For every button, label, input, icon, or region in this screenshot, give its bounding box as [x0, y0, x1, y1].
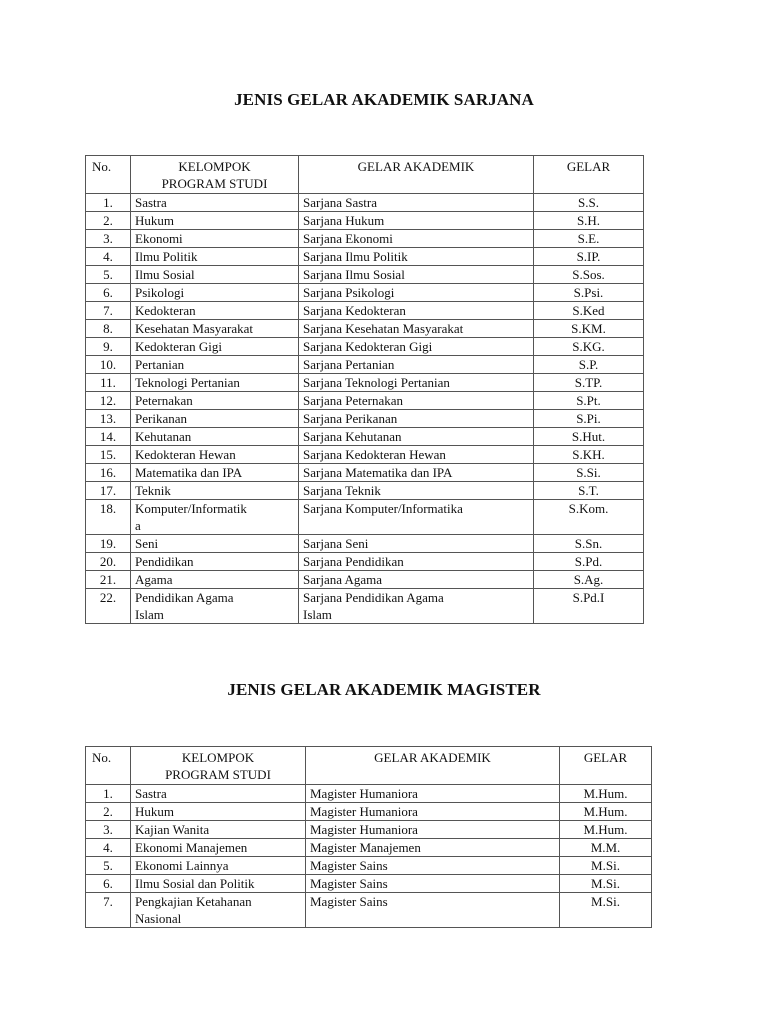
gelar-akademik-text: Magister Sains — [310, 858, 388, 873]
program-studi-text: Ilmu Politik — [135, 249, 198, 264]
gelar-abbreviation-text: S.P. — [578, 357, 599, 372]
program-studi-text: Hukum — [135, 804, 174, 819]
gelar-akademik — [306, 893, 560, 928]
gelar-akademik-text: Magister Humaniora — [310, 786, 418, 801]
row-number-text: 5. — [103, 858, 113, 873]
row-number-text: 19. — [99, 536, 117, 551]
row-number-text: 1. — [103, 786, 113, 801]
gelar-abbreviation — [560, 821, 652, 839]
gelar-abbreviation-text: S.Ked — [572, 303, 605, 318]
gelar-abbreviation — [560, 785, 652, 803]
gelar-akademik-text: Sarjana Kedokteran Hewan — [303, 447, 446, 462]
program-studi — [131, 839, 306, 857]
row-number — [86, 374, 131, 392]
program-studi — [131, 500, 299, 535]
program-studi-text: Sastra — [135, 786, 167, 801]
program-studi-text: Ekonomi — [135, 231, 183, 246]
gelar-akademik-text: Sarjana Seni — [303, 536, 369, 551]
row-number — [86, 535, 131, 553]
gelar-akademik — [299, 392, 534, 410]
row-number-text: 7. — [103, 894, 113, 909]
gelar-akademik — [299, 284, 534, 302]
gelar-akademik-text: Sarjana Ilmu Sosial — [303, 267, 405, 282]
row-number — [86, 428, 131, 446]
gelar-abbreviation-text: S.Pi. — [576, 411, 601, 426]
program-studi-text: Teknik — [135, 483, 171, 498]
row-number-text: 4. — [103, 249, 113, 264]
gelar-abbreviation-text: S.S. — [578, 195, 599, 210]
row-number-text: 2. — [103, 804, 113, 819]
table-row — [86, 857, 652, 875]
row-number — [86, 356, 131, 374]
program-studi-text: Pertanian — [135, 357, 185, 372]
gelar-abbreviation — [560, 839, 652, 857]
gelar-akademik-text: Sarjana Komputer/Informatika — [303, 501, 463, 516]
gelar-akademik — [299, 320, 534, 338]
magister-table-body — [86, 785, 652, 928]
table-row — [86, 338, 644, 356]
program-studi-text: Komputer/Informatik — [135, 501, 247, 516]
gelar-abbreviation-text: S.KG. — [572, 339, 605, 354]
program-studi-text: Kedokteran Gigi — [135, 339, 223, 354]
gelar-akademik — [299, 230, 534, 248]
row-number-text: 8. — [103, 321, 113, 336]
row-number-text: 21. — [99, 572, 117, 587]
header-kelompok — [131, 747, 306, 785]
gelar-akademik — [299, 356, 534, 374]
gelar-akademik — [299, 374, 534, 392]
gelar-akademik — [299, 338, 534, 356]
gelar-abbreviation-text: S.Ag. — [573, 572, 604, 587]
program-studi — [131, 875, 306, 893]
program-studi — [131, 857, 306, 875]
gelar-abbreviation-text: S.T. — [578, 483, 599, 498]
gelar-abbreviation — [534, 535, 644, 553]
header-gelar-akademik: GELAR AKADEMIK — [299, 156, 534, 194]
table-row — [86, 589, 644, 624]
row-number — [86, 338, 131, 356]
gelar-akademik-text-line2: Islam — [303, 607, 332, 622]
gelar-abbreviation — [534, 320, 644, 338]
row-number-text: 2. — [103, 213, 113, 228]
gelar-abbreviation-text: S.Kom. — [568, 501, 609, 516]
program-studi — [131, 482, 299, 500]
gelar-abbreviation — [534, 266, 644, 284]
row-number-text: 22. — [99, 590, 117, 605]
program-studi — [131, 893, 306, 928]
program-studi-text: Kehutanan — [135, 429, 192, 444]
gelar-abbreviation — [534, 248, 644, 266]
gelar-abbreviation-text: S.TP. — [574, 375, 603, 390]
table-row — [86, 821, 652, 839]
row-number-text: 18. — [99, 501, 117, 516]
sarjana-table-body — [86, 194, 644, 624]
gelar-akademik — [299, 302, 534, 320]
gelar-akademik-text: Sarjana Sastra — [303, 195, 378, 210]
gelar-akademik-text: Sarjana Kesehatan Masyarakat — [303, 321, 464, 336]
gelar-akademik — [299, 553, 534, 571]
table-row — [86, 212, 644, 230]
gelar-akademik-text: Sarjana Ilmu Politik — [303, 249, 408, 264]
row-number-text: 9. — [103, 339, 113, 354]
program-studi — [131, 212, 299, 230]
table-row — [86, 803, 652, 821]
table-row — [86, 266, 644, 284]
table-row — [86, 230, 644, 248]
gelar-abbreviation — [560, 857, 652, 875]
row-number-text: 12. — [99, 393, 117, 408]
row-number — [86, 803, 131, 821]
program-studi-text: Ilmu Sosial dan Politik — [135, 876, 255, 891]
row-number — [86, 266, 131, 284]
program-studi — [131, 446, 299, 464]
gelar-abbreviation — [534, 212, 644, 230]
row-number — [86, 248, 131, 266]
program-studi-text: Peternakan — [135, 393, 193, 408]
gelar-akademik — [306, 857, 560, 875]
program-studi-text: Pendidikan Agama — [135, 590, 234, 605]
row-number-text: 3. — [103, 231, 113, 246]
gelar-abbreviation-text: S.Psi. — [573, 285, 604, 300]
gelar-abbreviation — [560, 893, 652, 928]
row-number-text: 6. — [103, 876, 113, 891]
program-studi — [131, 374, 299, 392]
row-number-text: 16. — [99, 465, 117, 480]
gelar-abbreviation-text: S.Pd. — [574, 554, 603, 569]
gelar-akademik-text: Sarjana Kedokteran — [303, 303, 406, 318]
row-number — [86, 839, 131, 857]
sarjana-table — [85, 155, 644, 624]
row-number — [86, 553, 131, 571]
row-number-text: 17. — [99, 483, 117, 498]
gelar-abbreviation — [560, 803, 652, 821]
program-studi-text: Kedokteran — [135, 303, 196, 318]
program-studi — [131, 589, 299, 624]
header-gelar: GELAR — [534, 156, 644, 194]
program-studi-text: Agama — [135, 572, 173, 587]
gelar-akademik-text: Sarjana Teknologi Pertanian — [303, 375, 450, 390]
gelar-akademik — [299, 482, 534, 500]
table-row — [86, 392, 644, 410]
gelar-abbreviation — [534, 589, 644, 624]
sarjana-title: JENIS GELAR AKADEMIK SARJANA — [234, 90, 534, 109]
gelar-akademik — [299, 500, 534, 535]
gelar-akademik-text: Sarjana Peternakan — [303, 393, 403, 408]
header-gelar: GELAR — [560, 747, 652, 785]
gelar-abbreviation — [534, 374, 644, 392]
program-studi — [131, 284, 299, 302]
table-row — [86, 482, 644, 500]
table-row — [86, 428, 644, 446]
gelar-abbreviation — [534, 284, 644, 302]
gelar-abbreviation-text: S.Si. — [576, 465, 601, 480]
program-studi-text: Ekonomi Manajemen — [135, 840, 248, 855]
gelar-abbreviation-text: S.IP. — [576, 249, 601, 264]
row-number — [86, 464, 131, 482]
table-row — [86, 893, 652, 928]
program-studi — [131, 302, 299, 320]
gelar-akademik-text: Sarjana Matematika dan IPA — [303, 465, 453, 480]
row-number-text: 5. — [103, 267, 113, 282]
gelar-abbreviation-text: M.Hum. — [583, 804, 628, 819]
program-studi-text: Sastra — [135, 195, 167, 210]
table-row — [86, 410, 644, 428]
program-studi — [131, 821, 306, 839]
header-kelompok-line1: KELOMPOK — [181, 750, 255, 765]
magister-title: JENIS GELAR AKADEMIK MAGISTER — [227, 680, 541, 699]
row-number-text: 7. — [103, 303, 113, 318]
row-number-text: 20. — [99, 554, 117, 569]
table-row — [86, 500, 644, 535]
program-studi — [131, 356, 299, 374]
program-studi-text: Teknologi Pertanian — [135, 375, 240, 390]
program-studi-text: Ilmu Sosial — [135, 267, 195, 282]
program-studi-text-line2: Nasional — [135, 911, 182, 926]
row-number-text: 14. — [99, 429, 117, 444]
program-studi — [131, 338, 299, 356]
gelar-akademik-text: Sarjana Agama — [303, 572, 383, 587]
row-number — [86, 875, 131, 893]
gelar-akademik-text: Sarjana Kehutanan — [303, 429, 402, 444]
gelar-akademik — [306, 839, 560, 857]
row-number-text: 10. — [99, 357, 117, 372]
gelar-abbreviation — [534, 302, 644, 320]
gelar-abbreviation-text: M.Hum. — [583, 822, 628, 837]
gelar-abbreviation-text: M.Hum. — [583, 786, 628, 801]
gelar-abbreviation-text: S.KM. — [571, 321, 606, 336]
header-no: No. — [86, 747, 131, 785]
gelar-abbreviation — [534, 571, 644, 589]
gelar-abbreviation-text: S.KH. — [572, 447, 605, 462]
table-row — [86, 875, 652, 893]
gelar-akademik — [306, 785, 560, 803]
program-studi-text: Seni — [135, 536, 159, 551]
row-number — [86, 571, 131, 589]
gelar-akademik — [306, 875, 560, 893]
row-number — [86, 212, 131, 230]
gelar-akademik — [306, 821, 560, 839]
gelar-abbreviation — [534, 392, 644, 410]
row-number-text: 6. — [103, 285, 113, 300]
gelar-akademik — [299, 428, 534, 446]
gelar-akademik — [299, 194, 534, 212]
row-number — [86, 230, 131, 248]
gelar-abbreviation — [534, 446, 644, 464]
program-studi-text-line2: a — [135, 518, 141, 533]
gelar-akademik-text: Sarjana Pendidikan — [303, 554, 404, 569]
row-number — [86, 589, 131, 624]
gelar-akademik — [299, 410, 534, 428]
gelar-akademik — [306, 803, 560, 821]
row-number — [86, 893, 131, 928]
table-row — [86, 374, 644, 392]
row-number — [86, 194, 131, 212]
gelar-akademik — [299, 571, 534, 589]
row-number — [86, 320, 131, 338]
gelar-abbreviation — [534, 194, 644, 212]
program-studi — [131, 571, 299, 589]
program-studi — [131, 230, 299, 248]
row-number — [86, 392, 131, 410]
gelar-abbreviation-text: M.Si. — [591, 858, 620, 873]
program-studi-text: Pendidikan — [135, 554, 194, 569]
gelar-akademik-text: Sarjana Hukum — [303, 213, 385, 228]
gelar-akademik — [299, 464, 534, 482]
gelar-abbreviation — [534, 410, 644, 428]
row-number-text: 15. — [99, 447, 117, 462]
gelar-abbreviation — [534, 464, 644, 482]
gelar-abbreviation-text: S.Sn. — [574, 536, 603, 551]
header-gelar-akademik: GELAR AKADEMIK — [306, 747, 560, 785]
gelar-abbreviation-text: S.Sos. — [572, 267, 605, 282]
program-studi-text: Ekonomi Lainnya — [135, 858, 229, 873]
header-no: No. — [86, 156, 131, 194]
gelar-abbreviation — [534, 553, 644, 571]
gelar-akademik — [299, 266, 534, 284]
table-row — [86, 302, 644, 320]
gelar-akademik-text: Sarjana Perikanan — [303, 411, 398, 426]
header-kelompok-line2: PROGRAM STUDI — [165, 767, 271, 782]
row-number — [86, 821, 131, 839]
gelar-abbreviation-text: S.Pt. — [576, 393, 601, 408]
table-row — [86, 284, 644, 302]
program-studi — [131, 248, 299, 266]
program-studi-text: Psikologi — [135, 285, 185, 300]
row-number — [86, 410, 131, 428]
gelar-akademik-text: Sarjana Pendidikan Agama — [303, 590, 444, 605]
row-number — [86, 446, 131, 464]
program-studi — [131, 320, 299, 338]
row-number — [86, 482, 131, 500]
table-row — [86, 553, 644, 571]
row-number-text: 1. — [103, 195, 113, 210]
gelar-akademik — [299, 589, 534, 624]
row-number — [86, 857, 131, 875]
header-row — [86, 156, 644, 194]
header-row — [86, 747, 652, 785]
gelar-abbreviation-text: S.E. — [577, 231, 600, 246]
gelar-abbreviation — [534, 230, 644, 248]
program-studi-text: Matematika dan IPA — [135, 465, 243, 480]
table-row — [86, 535, 644, 553]
gelar-akademik-text: Sarjana Ekonomi — [303, 231, 393, 246]
gelar-akademik-text: Sarjana Psikologi — [303, 285, 395, 300]
row-number-text: 13. — [99, 411, 117, 426]
program-studi — [131, 785, 306, 803]
program-studi — [131, 266, 299, 284]
header-kelompok-line1: KELOMPOK — [178, 159, 251, 174]
gelar-akademik-text: Magister Humaniora — [310, 804, 418, 819]
program-studi-text-line2: Islam — [135, 607, 164, 622]
program-studi — [131, 428, 299, 446]
gelar-abbreviation — [534, 500, 644, 535]
program-studi — [131, 803, 306, 821]
gelar-abbreviation — [534, 338, 644, 356]
row-number — [86, 785, 131, 803]
gelar-abbreviation — [534, 356, 644, 374]
gelar-abbreviation-text: M.Si. — [591, 894, 620, 909]
program-studi — [131, 194, 299, 212]
row-number — [86, 302, 131, 320]
magister-table — [85, 746, 652, 928]
gelar-akademik-text: Magister Humaniora — [310, 822, 418, 837]
gelar-akademik — [299, 212, 534, 230]
table-row — [86, 571, 644, 589]
gelar-akademik-text: Magister Sains — [310, 894, 388, 909]
gelar-akademik-text: Magister Manajemen — [310, 840, 421, 855]
program-studi-text: Perikanan — [135, 411, 187, 426]
gelar-abbreviation — [534, 428, 644, 446]
table-row — [86, 248, 644, 266]
row-number-text: 11. — [100, 375, 116, 390]
program-studi-text: Pengkajian Ketahanan — [135, 894, 252, 909]
table-row — [86, 785, 652, 803]
program-studi-text: Kesehatan Masyarakat — [135, 321, 254, 336]
row-number — [86, 284, 131, 302]
row-number — [86, 500, 131, 535]
gelar-akademik — [299, 446, 534, 464]
table-row — [86, 839, 652, 857]
table-row — [86, 356, 644, 374]
program-studi-text: Kajian Wanita — [135, 822, 210, 837]
gelar-abbreviation-text: S.H. — [576, 213, 601, 228]
row-number-text: 3. — [103, 822, 113, 837]
gelar-akademik-text: Sarjana Teknik — [303, 483, 381, 498]
program-studi — [131, 553, 299, 571]
row-number-text: 4. — [103, 840, 113, 855]
program-studi — [131, 464, 299, 482]
gelar-abbreviation — [534, 482, 644, 500]
program-studi — [131, 410, 299, 428]
gelar-abbreviation-text: S.Pd.I — [572, 590, 605, 605]
gelar-akademik — [299, 535, 534, 553]
program-studi — [131, 535, 299, 553]
gelar-akademik-text: Sarjana Pertanian — [303, 357, 395, 372]
program-studi-text: Hukum — [135, 213, 174, 228]
gelar-abbreviation — [560, 875, 652, 893]
table-row — [86, 446, 644, 464]
table-row — [86, 194, 644, 212]
program-studi — [131, 392, 299, 410]
gelar-akademik — [299, 248, 534, 266]
gelar-akademik-text: Magister Sains — [310, 876, 388, 891]
program-studi-text: Kedokteran Hewan — [135, 447, 236, 462]
gelar-abbreviation-text: M.M. — [590, 840, 621, 855]
gelar-abbreviation-text: M.Si. — [591, 876, 620, 891]
table-row — [86, 464, 644, 482]
header-kelompok — [131, 156, 299, 194]
header-kelompok-line2: PROGRAM STUDI — [161, 176, 268, 191]
gelar-abbreviation-text: S.Hut. — [571, 429, 606, 444]
gelar-akademik-text: Sarjana Kedokteran Gigi — [303, 339, 433, 354]
table-row — [86, 320, 644, 338]
